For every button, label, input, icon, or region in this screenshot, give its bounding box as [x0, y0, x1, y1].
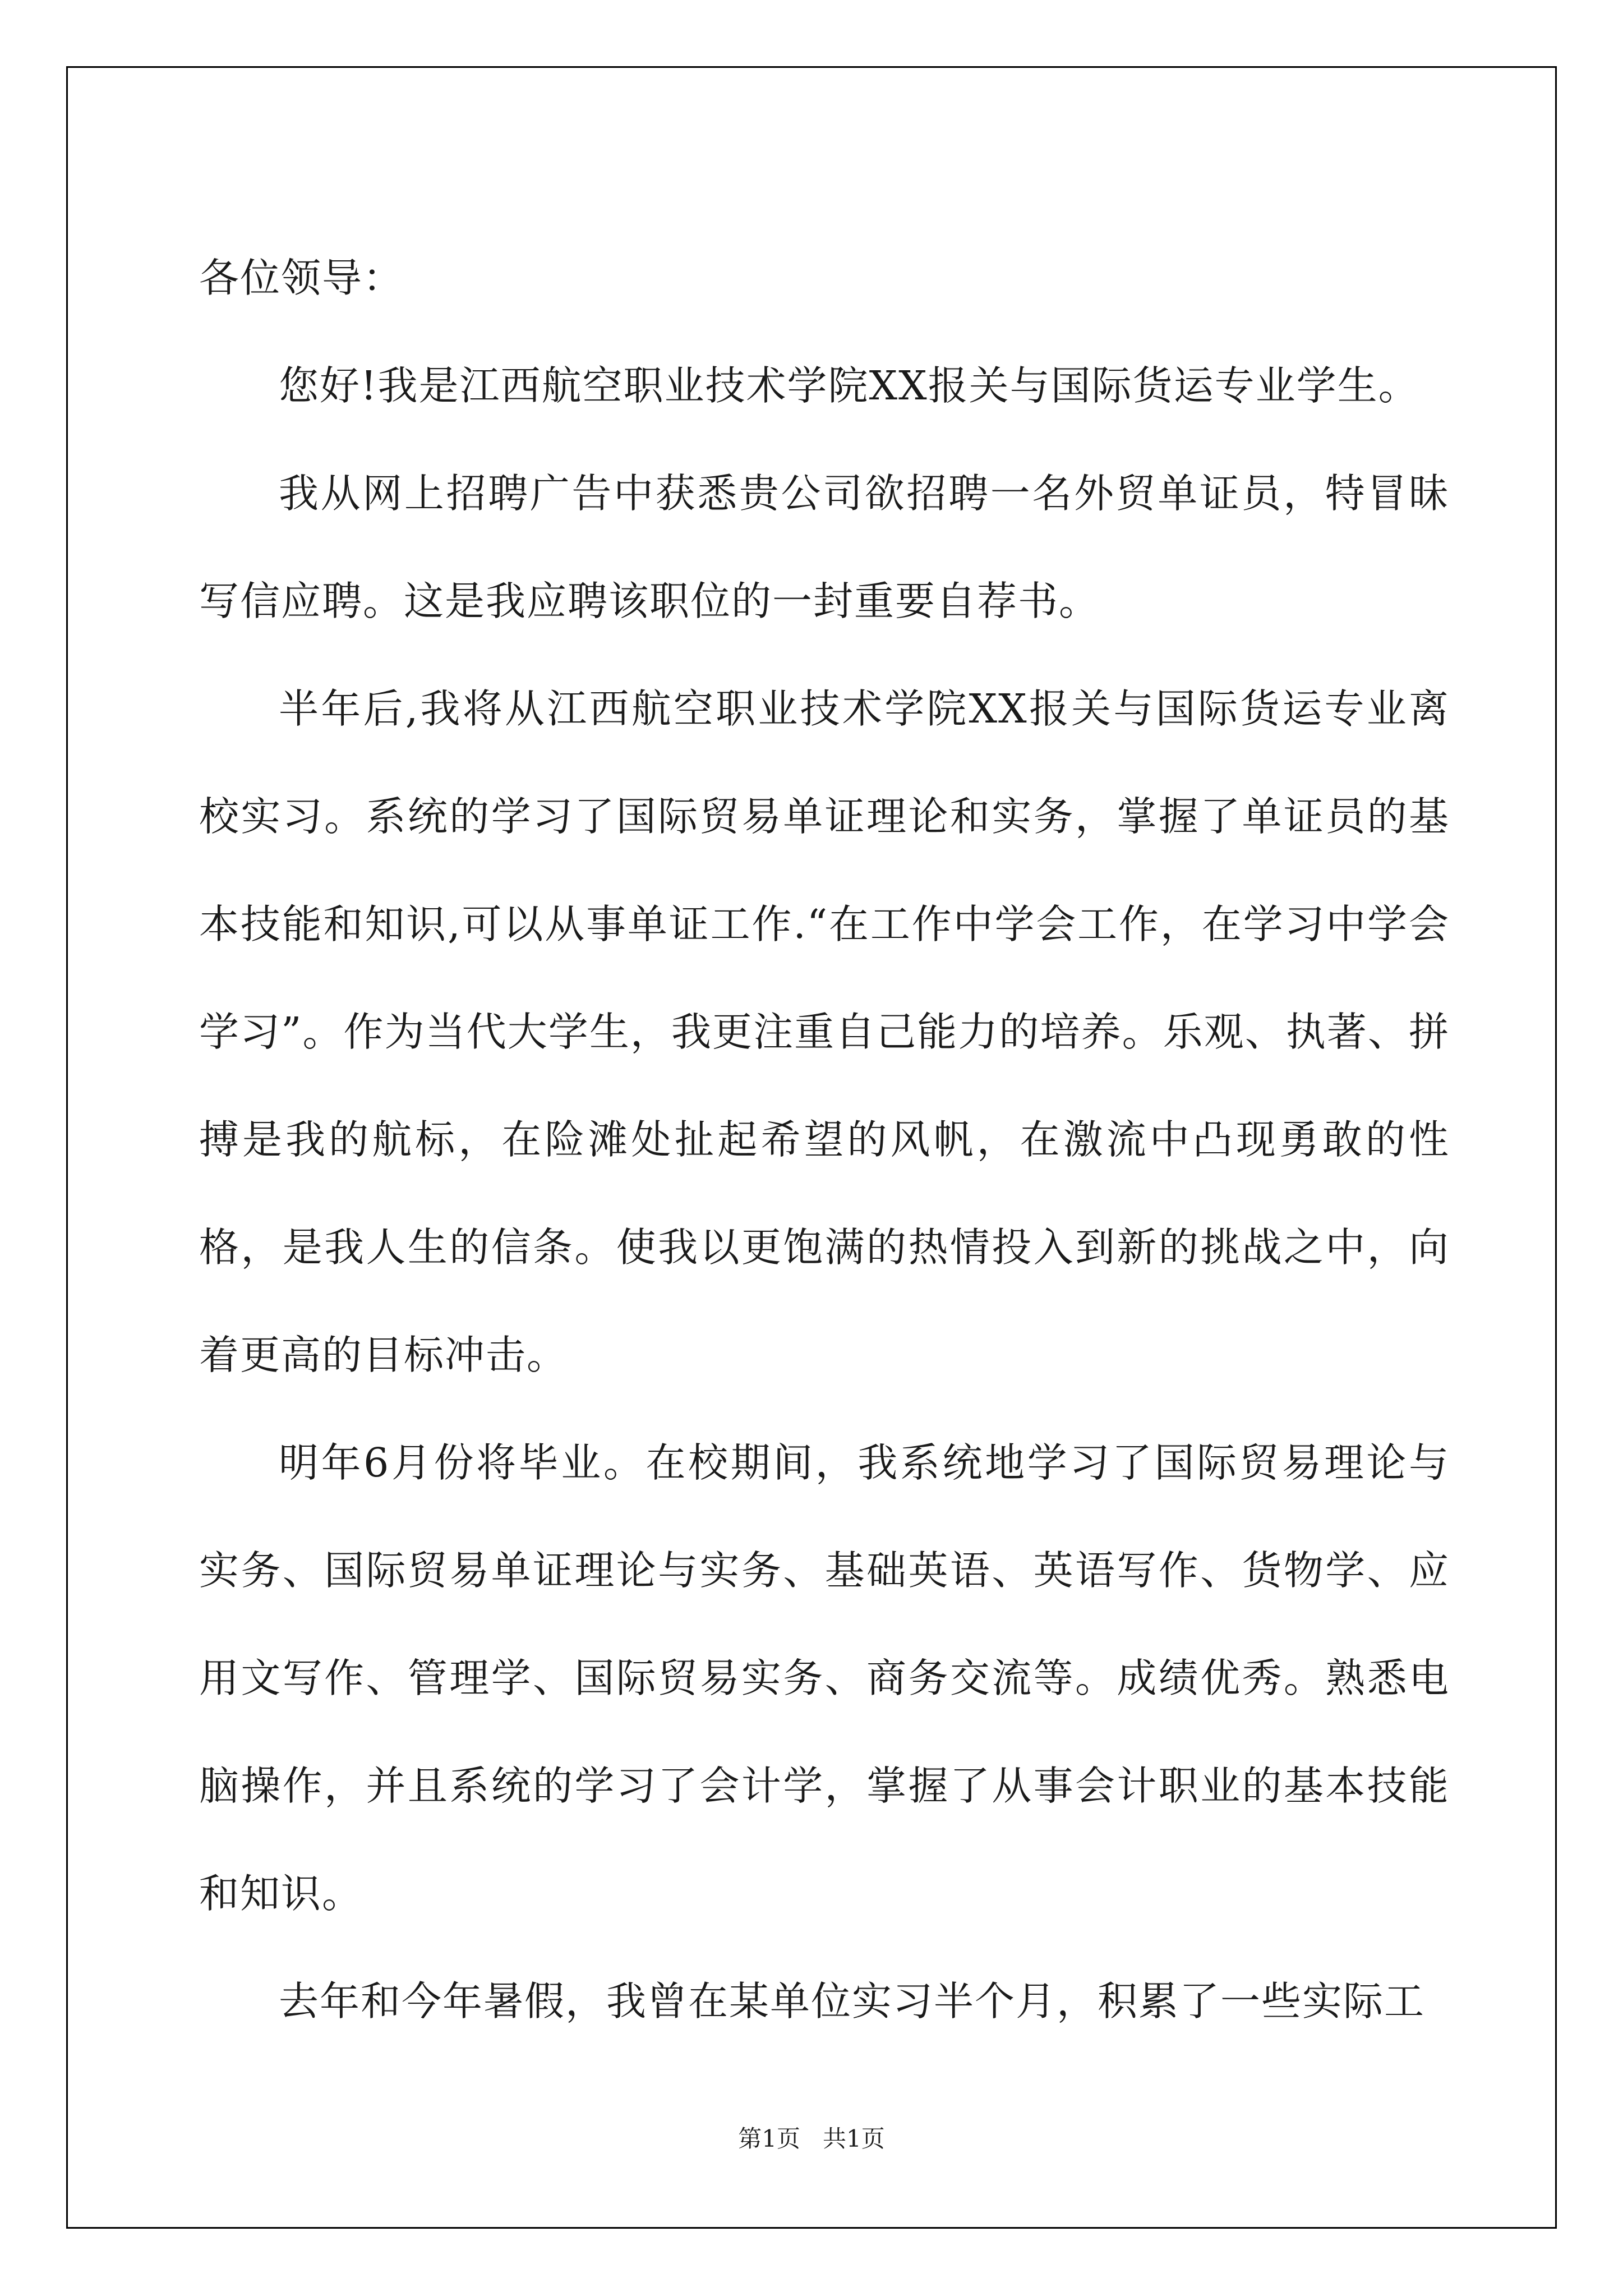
page-number: 第1页 共1页: [738, 2125, 885, 2152]
page-footer: [0, 2120, 1623, 2154]
paragraph-5: 去年和今年暑假，我曾在某单位实习半个月，积累了一些实际工: [279, 1978, 1426, 2024]
paragraph-2: 我从网上招聘广告中获悉贵公司欲招聘一名外贸单证员，特冒昧写信应聘。这是我应聘该职位的一封重要自荐书。: [199, 470, 1450, 624]
paragraph-1: 您好!我是江西航空职业技术学院XX报关与国际货运专业学生。: [279, 362, 1419, 409]
paragraph-4: 明年6月份将毕业。在校期间，我系统地学习了国际贸易理论与实务、国际贸易单证理论与实务、基础英语、英语写作、货物学、应用文写作、管理学、国际贸易实务、商务交流等。成绩优秀。熟悉电脑操作，并且系统的学习了会计学，掌握了从事会计职业的基本技能和知识。: [199, 1439, 1450, 1917]
paragraph-3: 半年后,我将从江西航空职业技术学院XX报关与国际货运专业离校实习。系统的学习了国际贸易单证理论和实务，掌握了单证员的基本技能和知识,可以从事单证工作.“在工作中学会工作，在学习中学会学习”。作为当代大学生，我更注重自己能力的培养。乐观、执著、拼搏是我的航标，在险滩处扯起希望的风帆，在激流中凸现勇敢的性格，是我人生的信条。使我以更饱满的热情投入到新的挑战之中，向着更高的目标冲击。: [199, 685, 1450, 1378]
salutation: 各位领导：: [199, 255, 404, 301]
letter-body: [199, 224, 1450, 2055]
